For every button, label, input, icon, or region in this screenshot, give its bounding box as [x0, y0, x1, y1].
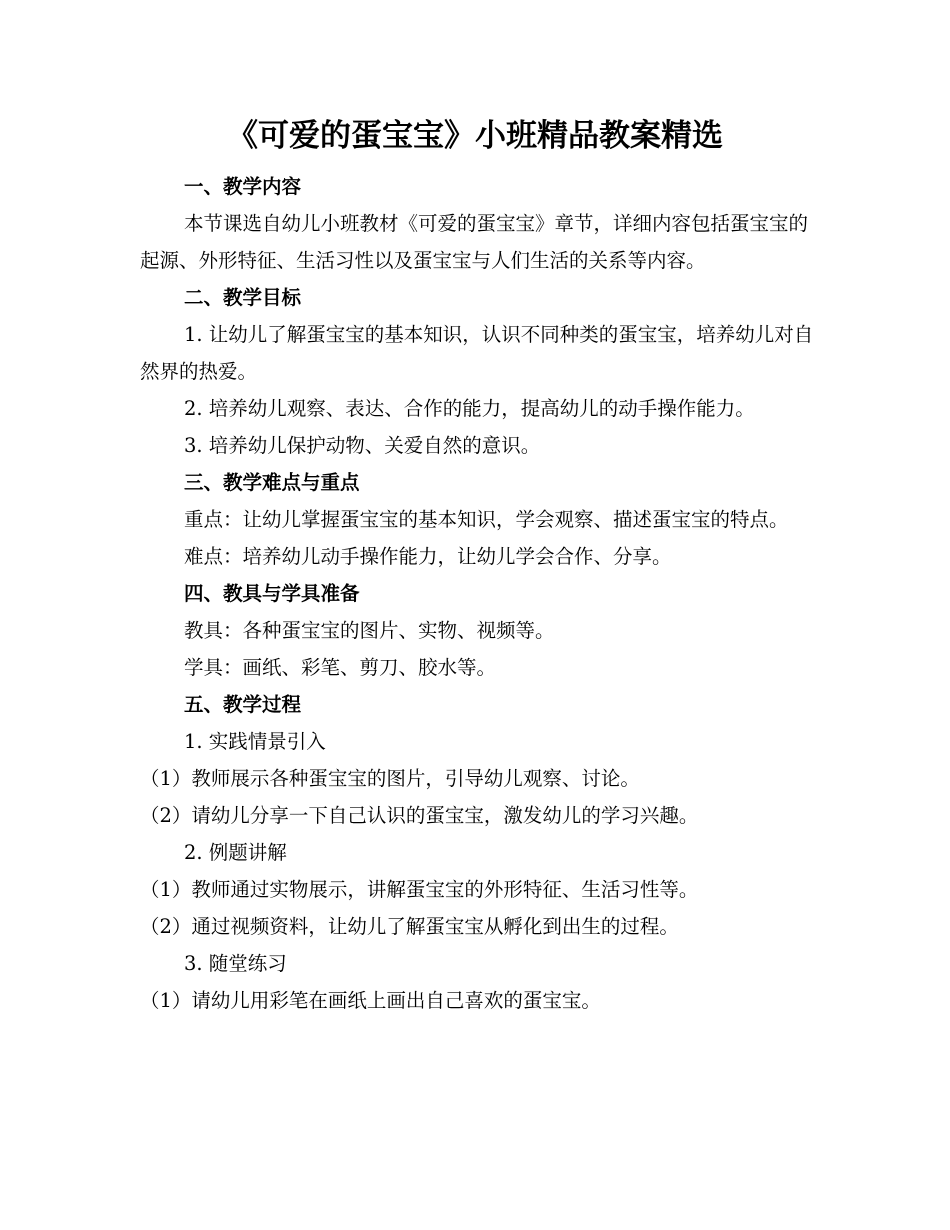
section-heading: 三、教学难点与重点 [184, 471, 360, 494]
list-item: （1）教师展示各种蛋宝宝的图片，引导幼儿观察、讨论。 [140, 767, 640, 790]
paragraph: 重点：让幼儿掌握蛋宝宝的基本知识，学会观察、描述蛋宝宝的特点。 [184, 508, 789, 531]
paragraph: 学具：画纸、彩笔、剪刀、胶水等。 [184, 656, 497, 679]
list-item: 1. 实践情景引入 [184, 730, 326, 753]
section-heading: 二、教学目标 [184, 286, 302, 309]
list-item: （1）请幼儿用彩笔在画纸上画出自己喜欢的蛋宝宝。 [140, 989, 601, 1012]
list-item: 2. 例题讲解 [184, 841, 287, 864]
list-item: （2）通过视频资料，让幼儿了解蛋宝宝从孵化到出生的过程。 [140, 915, 679, 938]
paragraph: 难点：培养幼儿动手操作能力，让幼儿学会合作、分享。 [184, 545, 672, 568]
paragraph: 教具：各种蛋宝宝的图片、实物、视频等。 [184, 619, 555, 642]
section-heading: 四、教具与学具准备 [184, 582, 360, 605]
section-heading: 五、教学过程 [184, 693, 302, 716]
list-item: （1）教师通过实物展示，讲解蛋宝宝的外形特征、生活习性等。 [140, 878, 699, 901]
paragraph: 2. 培养幼儿观察、表达、合作的能力，提高幼儿的动手操作能力。 [184, 397, 755, 420]
document-title: 《可爱的蛋宝宝》小班精品教案精选 [227, 118, 723, 154]
paragraph: 本节课选自幼儿小班教材《可爱的蛋宝宝》章节，详细内容包括蛋宝宝的起源、外形特征、生活习性以及蛋宝宝与人们生活的关系等内容。 [140, 212, 809, 272]
paragraph: 1. 让幼儿了解蛋宝宝的基本知识，认识不同种类的蛋宝宝，培养幼儿对自然界的热爱。 [140, 323, 814, 383]
paragraph: 3. 培养幼儿保护动物、关爱自然的意识。 [184, 434, 541, 457]
list-item: 3. 随堂练习 [184, 952, 287, 975]
section-heading: 一、教学内容 [184, 175, 302, 198]
list-item: （2）请幼儿分享一下自己认识的蛋宝宝，激发幼儿的学习兴趣。 [140, 804, 699, 827]
document-body [140, 168, 820, 1019]
